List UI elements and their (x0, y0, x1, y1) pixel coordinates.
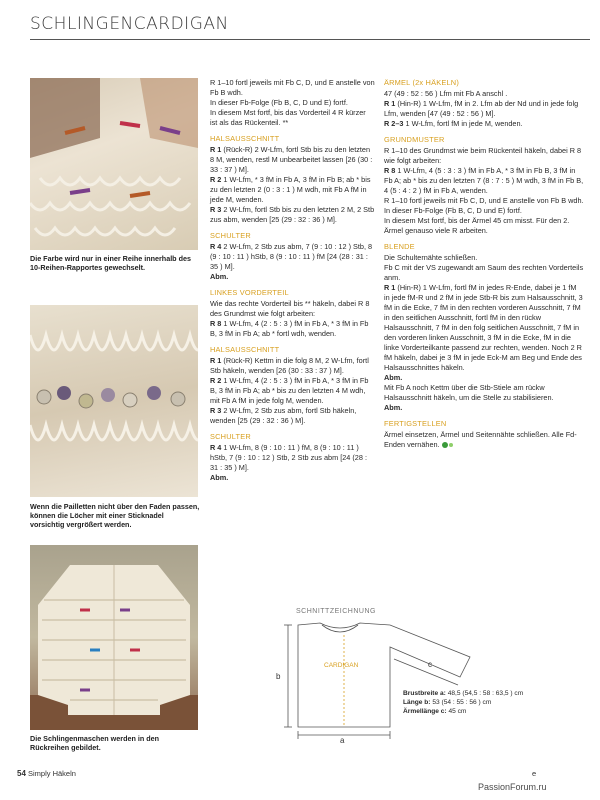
instructions-column-right (384, 78, 584, 450)
row-label: R 4 (210, 443, 222, 452)
end-mark-icon (449, 443, 453, 447)
photo-caption-3: Die Schlingenmaschen werden in den Rückreihen gebildet. (30, 734, 160, 752)
row-text: (Hin-R) 1 W-Lfm, fortl fM in jedes R-Ende, dabei je 1 fM in jede fM-R und 2 fM in jede Stb-R bis zum Halsausschnitt, 3 fM in die Ecke, 7 fM in den rechten vorderen Ausschnitt, 7 fM in den seitlichen Ausschnitt, fortl fM in den rückw Halsausschnitt, 7 fM in den folg seitlichen Ausschnitt, 7 fM in den vorderen linken Ausschnitt, 3 fM in die Ecke, fM in die linke Vorderteilkante passend zur rechten, wenden. Noch 2 R fM häkeln, dabei je 3 fM in jede Eck-M am Beg und Ende des Halsausschnittes häkeln. (384, 283, 583, 372)
schematic-label-c: c (428, 660, 432, 669)
row-instruction (210, 406, 375, 426)
instructions-column-middle (210, 78, 375, 483)
row-label: R 4 (210, 242, 222, 251)
end-mark-icon (442, 442, 448, 448)
measurement-laenge (403, 698, 523, 707)
row-text: 2 W-Lfm, 2 Stb zus abm, fortl Stb häkeln, wenden [25 (29 : 32 : 36 ) M]. (210, 406, 357, 425)
paragraph: R 1–10 fortl jeweils mit Fb C, D, und E anstelle von Fb B wdh. (210, 78, 375, 97)
row-label: R 1 (384, 99, 396, 108)
paragraph: In dieser Fb-Folge (Fb B, C, D und E) fortf. (210, 98, 348, 107)
row-text: 2 W-Lfm, 2 Stb zus abm, 7 (9 : 10 : 12 ) Stb, 8 (9 : 10 : 11 ) hStb, 8 (9 : 10 : 11 ) fM [24 (28 : 31 : 35 ) M]. (210, 242, 373, 271)
abm-note: Abm. (384, 403, 403, 412)
row-instruction (210, 175, 375, 205)
magazine-name: Simply Häkeln (28, 769, 76, 778)
footer-mark: e (532, 769, 537, 778)
row-instruction (210, 356, 375, 376)
measurement-label: Länge b: (403, 699, 431, 706)
paragraph: Die Schulternähte schließen. (384, 253, 478, 262)
row-instruction (210, 145, 375, 175)
paragraph: Wie das rechte Vorderteil bis ** häkeln, dabei R 8 des Grundmst wie folgt arbeiten: (210, 299, 370, 318)
page-number: 54 (17, 769, 26, 778)
row-text: 2 W-Lfm, fortl Stb bis zu den letzten 2 M, 2 Stb zus abm, wenden [25 (29 : 32 : 36 ) M]. (210, 205, 375, 224)
section-title-halsausschnitt: HALSAUSSCHNITT (210, 134, 280, 143)
photo-caption-1: Die Farbe wird nur in einer Reihe innerhalb des 10-Reihen-Rapportes gewechselt. (30, 254, 191, 272)
finishing-text: Ärmel einsetzen, Ärmel und Seitennähte schließen. Alle Fd-Enden vernähen. (384, 430, 577, 449)
abm-note: Abm. (210, 473, 229, 482)
row-text: 1 W-Lfm, * 3 fM in Fb A, 3 fM in Fb B; ab * bis zu den letzten 2 (0 : 3 : 1 ) M wdh, mit Fb A fM in jede M, wenden. (210, 175, 371, 204)
row-text: 1 W-Lfm, 8 (9 : 10 : 11 ) fM, 8 (9 : 10 : 11 ) hStb, 7 (9 : 10 : 12 ) Stb, 2 Stb zus abm [24 (28 : 31 : 35 ) M]. (210, 443, 367, 472)
schematic-label-a: a (340, 736, 345, 745)
row-instruction (210, 376, 375, 406)
photo-sequins-detail (30, 305, 198, 497)
photo-cardigan-full (30, 545, 198, 730)
measurement-value: 53 (54 : 55 : 56 ) cm (432, 699, 492, 706)
row-label: R 8 (384, 166, 396, 175)
measurement-label: Brustbreite a: (403, 690, 446, 697)
abm-note: Abm. (210, 272, 229, 281)
photo-sequins-detail-graphic (30, 305, 198, 497)
row-text: 1 W-Lfm, fortl fM in jede M, wenden. (405, 119, 523, 128)
row-instruction (384, 283, 584, 373)
row-label: R 1 (210, 145, 222, 154)
section-title-fertigstellen: FERTIGSTELLEN (384, 419, 447, 428)
paragraph: Mit Fb A noch Kettm über die Stb-Stiele am rückw Halsausschnitt häkeln, um die Stelle zu stabilisieren. (384, 383, 554, 402)
section-title-halsausschnitt: HALSAUSSCHNITT (210, 345, 280, 354)
page-footer (17, 769, 76, 778)
paragraph: R 1–10 fortl jeweils mit Fb C, D, und E anstelle von Fb B wdh. (384, 196, 584, 205)
paragraph: In diesem Mst fortf, bis der Ärmel 45 cm misst. Für den 2. Ärmel genauso viele R arbeiten. (384, 216, 570, 235)
photo-cardigan-full-graphic (30, 545, 198, 730)
row-label: R 3 (210, 406, 222, 415)
paragraph: 47 (49 : 52 : 56 ) Lfm mit Fb A anschl . (384, 89, 508, 98)
row-label: R 1 (210, 356, 222, 365)
row-instruction (384, 119, 584, 129)
row-label: R 2 (210, 175, 222, 184)
abm-note: Abm. (384, 373, 403, 382)
row-instruction (210, 319, 375, 339)
row-label: R 3 (210, 205, 222, 214)
row-label: R 2–3 (384, 119, 404, 128)
paragraph: In dieser Fb-Folge (Fb B, C, D und E) fortf. (384, 206, 522, 215)
photo-cardigan-detail (30, 78, 198, 250)
photo-caption-2: Wenn die Pailletten nicht über den Faden passen, können die Löcher mit einer Sticknadel vorsichtig vergrößert werden. (30, 502, 200, 529)
section-title-grundmuster: GRUNDMUSTER (384, 135, 445, 144)
row-instruction (384, 99, 584, 119)
measurements (403, 689, 523, 716)
row-instruction (384, 166, 584, 196)
section-title-schulter: SCHULTER (210, 231, 251, 240)
section-title-blende: BLENDE (384, 242, 415, 251)
row-label: R 2 (210, 376, 222, 385)
row-label: R 1 (384, 283, 396, 292)
row-text: (Rück-R) 2 W-Lfm, fortl Stb bis zu den letzten 8 M, wenden, restl M unbearbeitet lassen [26 (30 : 33 : 37 ) M]. (210, 145, 373, 174)
paragraph: Fb C mit der VS zugewandt am Saum des rechten Vorderteils anm. (384, 263, 584, 282)
paragraph (384, 430, 584, 450)
measurement-brustbreite (403, 689, 523, 698)
row-text: 1 W-Lfm, 4 (5 : 3 : 3 ) fM in Fb A, * 3 fM in Fb B, 3 fM in Fb A; ab * bis zu den letzten 7 (8 : 7 : 5 ) M wdh, 3 fM in Fb B, 4 (5 : 4 : 2 ) fM in Fb A, wenden. (384, 166, 584, 195)
row-text: 1 W-Lfm, 4 (2 : 5 : 3 ) fM in Fb A, * 3 fM in Fb B, 3 fM in Fb A; ab * bis zu den letzten 4 M wdh, mit Fb A fM in jede folg M, wenden. (210, 376, 369, 405)
row-instruction (210, 205, 375, 225)
row-text: (Hin-R) 1 W-Lfm, fM in 2. Lfm ab der Nd und in jede folg Lfm, wenden [47 (49 : 52 : 56 ) M]. (384, 99, 579, 118)
schematic-drawing (240, 615, 500, 745)
measurement-aermellaenge (403, 707, 523, 716)
paragraph: R 1–10 des Grundmst wie beim Rückenteil häkeln, dabei R 8 wie folgt arbeiten: (384, 146, 582, 165)
row-text: (Rück-R) Kettm in die folg 8 M, 2 W-Lfm, fortl Stb häkeln, wenden [26 (30 : 33 : 37 ) M]. (210, 356, 369, 375)
page-header (30, 10, 590, 40)
section-title-schulter: SCHULTER (210, 432, 251, 441)
schematic-label-b: b (276, 672, 281, 681)
row-label: R 8 (210, 319, 222, 328)
schematic-title: SCHNITTZEICHNUNG (296, 608, 376, 615)
section-title-linkes-vorderteil: LINKES VORDERTEIL (210, 288, 289, 297)
measurement-value: 45 cm (448, 708, 467, 715)
paragraph: In diesem Mst fortf, bis das Vorderteil 4 R kürzer ist als das Rückenteil. ** (210, 108, 366, 127)
row-text: 1 W-Lfm, 4 (2 : 5 : 3 ) fM in Fb A, * 3 fM in Fb B, 3 fM in Fb A; ab * fortl wdh, wenden. (210, 319, 369, 338)
row-instruction (210, 242, 375, 272)
row-instruction (210, 443, 375, 473)
photo-cardigan-detail-graphic (30, 78, 198, 250)
page-title: SCHLINGENCARDIGAN (30, 14, 229, 34)
schematic-label-cardigan: CARDIGAN (324, 662, 359, 669)
section-title-aermel: ÄRMEL (2x HÄKELN) (384, 78, 459, 87)
measurement-value: 48,5 (54,5 : 58 : 63,5 ) cm (447, 690, 524, 697)
measurement-label: Ärmellänge c: (403, 708, 447, 715)
watermark: PassionForum.ru (478, 782, 547, 792)
